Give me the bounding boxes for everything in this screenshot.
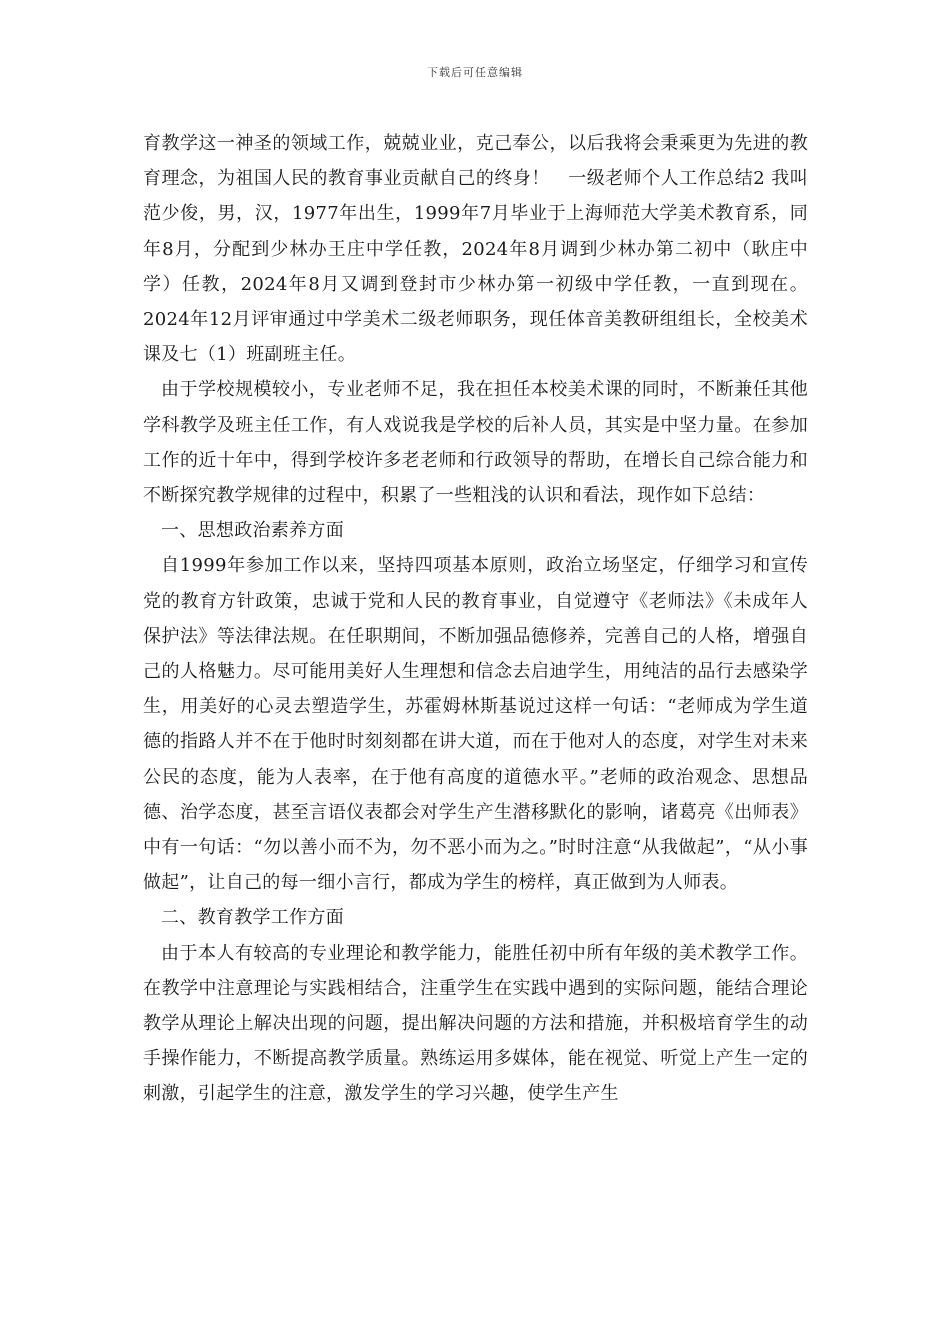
paragraph-teaching: 由于本人有较高的专业理论和教学能力，能胜任初中所有年级的美术教学工作。在教学中注意理论与实践相结合，注重学生在实践中遇到的实际问题，能结合理论教学从理论上解决出现的问题，提出解决问题的方法和措施，并积极培育学生的动手操作能力，不断提高教学质量。熟练运用多媒体，能在视觉、听觉上产生一定的刺激，引起学生的注意，激发学生的学习兴趣，使学生产生 bbox=[143, 942, 808, 1105]
page-header: 下载后可任意编辑 bbox=[427, 66, 523, 79]
document-body bbox=[143, 126, 808, 1112]
paragraph-political: 自1999年参加工作以来，坚持四项基本原则，政治立场坚定，仔细学习和宣传党的教育方针政策，忠诚于党和人民的教育事业，自觉遵守《老师法》《未成年人保护法》等法律法规。在任职期间，不断加强品德修养，完善自己的人格，增强自己的人格魅力。尽可能用美好人生理想和信念去启迪学生，用纯洁的品行去感染学生，用美好的心灵去塑造学生，苏霍姆林斯基说过这样一句话：“老师成为学生道德的指路人并不在于他时时刻刻都在讲大道，而在于他对人的态度，对学生对未来公民的态度，能为人表率，在于他有高度的道德水平。”老师的政治观念、思想品德、治学态度，甚至言语仪表都会对学生产生潜移默化的影响，诸葛亮《出师表》中有一句话：“勿以善小而不为，勿不恶小而为之。”时时注意“从我做起”，“从小事做起”，让自己的每一细小言行，都成为学生的榜样，真正做到为人师表。 bbox=[143, 555, 808, 894]
paragraph-background: 由于学校规模较小，专业老师不足，我在担任本校美术课的同时，不断兼任其他学科教学及班主任工作，有人戏说我是学校的后补人员，其实是中坚力量。在参加工作的近十年中，得到学校许多老老师和行政领导的帮助，在增长自己综合能力和不断探究教学规律的过程中，积累了一些粗浅的认识和看法，现作如下总结： bbox=[143, 379, 808, 507]
section-heading-teaching: 二、教育教学工作方面 bbox=[161, 907, 344, 929]
section-heading-political: 一、思想政治素养方面 bbox=[161, 520, 344, 542]
paragraph-intro: 育教学这一神圣的领域工作，兢兢业业，克己奉公，以后我将会秉乘更为先进的教育理念，为祖国人民的教育事业贡献自己的终身！ 一级老师个人工作总结2 我叫范少俊，男，汉，1977年出生，1999年7月毕业于上海师范大学美术教育系，同年8月，分配到少林办王庄中学任教，2024年8月调到少林办第二初中（耿庄中学）任教，2024年8月又调到登封市少林办第一初级中学任教，一直到现在。2024年12月评审通过中学美术二级老师职务，现任体音美教研组组长，全校美术课及七（1）班副班主任。 bbox=[143, 133, 808, 366]
